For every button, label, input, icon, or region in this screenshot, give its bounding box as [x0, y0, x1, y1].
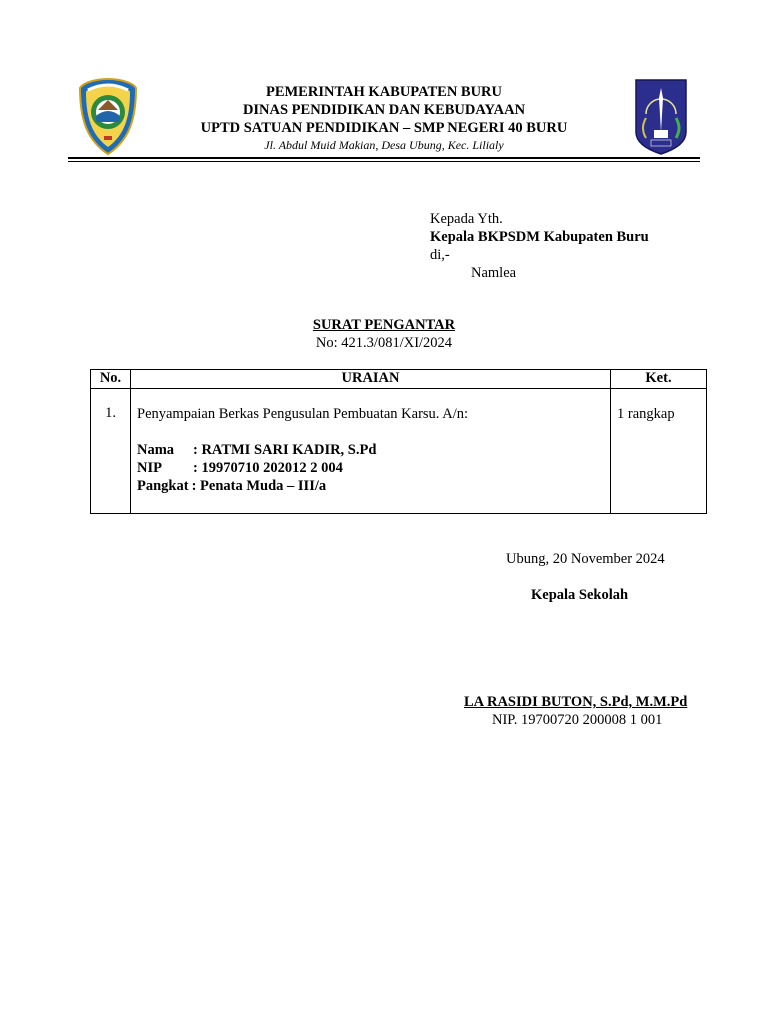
letterhead-rule-thin: [68, 161, 700, 162]
header-uraian: URAIAN: [131, 370, 611, 389]
nip-label: NIP: [137, 460, 162, 476]
nama-line: [137, 441, 604, 459]
recipient-name: Kepala BKPSDM Kabupaten Buru: [430, 229, 649, 245]
pangkat-value: : Penata Muda – III/a: [191, 478, 327, 494]
header-ket: Ket.: [611, 370, 707, 389]
recipient-place: Namlea: [471, 265, 517, 281]
nama-value: : RATMI SARI KADIR, S.Pd: [193, 442, 377, 458]
row-no: 1.: [91, 389, 131, 514]
signature-position: Kepala Sekolah: [531, 587, 629, 603]
signature-nip: NIP. 19700720 200008 1 001: [492, 712, 663, 728]
recipient-greeting: Kepada Yth.: [430, 211, 503, 227]
letter-number: No: 421.3/081/XI/2024: [315, 335, 453, 351]
table-row: [91, 389, 707, 514]
nama-label: Nama: [137, 442, 175, 458]
signature-name: LA RASIDI BUTON, S.Pd, M.M.Pd: [464, 694, 688, 710]
pangkat-line: [137, 477, 604, 495]
signature-place-date: Ubung, 20 November 2024: [506, 551, 665, 567]
letterhead-line-2: DINAS PENDIDIKAN DAN KEBUDAYAAN: [242, 102, 526, 118]
letterhead-rule-thick: [68, 157, 700, 159]
letterhead-line-1: PEMERINTAH KABUPATEN BURU: [265, 84, 503, 100]
row-ket: 1 rangkap: [611, 389, 707, 514]
nip-line: [137, 459, 604, 477]
letterhead: [140, 83, 628, 153]
letter-title: SURAT PENGANTAR: [312, 317, 456, 333]
row-uraian: [131, 389, 611, 514]
row-description: Penyampaian Berkas Pengusulan Pembuatan Karsu. A/n:: [137, 406, 469, 422]
letterhead-line-3: UPTD SATUAN PENDIDIKAN – SMP NEGERI 40 BURU: [200, 120, 568, 136]
kabupaten-buru-logo: [78, 76, 138, 156]
letterhead-address: Jl. Abdul Muid Makian, Desa Ubung, Kec. Lilialy: [264, 138, 504, 152]
document-table: [90, 369, 707, 514]
recipient-di: di,-: [430, 247, 450, 263]
table-header-row: [91, 370, 707, 389]
nip-value: : 19970710 202012 2 004: [193, 460, 343, 476]
smp-negeri-40-logo: [632, 74, 690, 156]
header-no: No.: [91, 370, 131, 389]
pangkat-label: Pangkat: [137, 478, 189, 494]
